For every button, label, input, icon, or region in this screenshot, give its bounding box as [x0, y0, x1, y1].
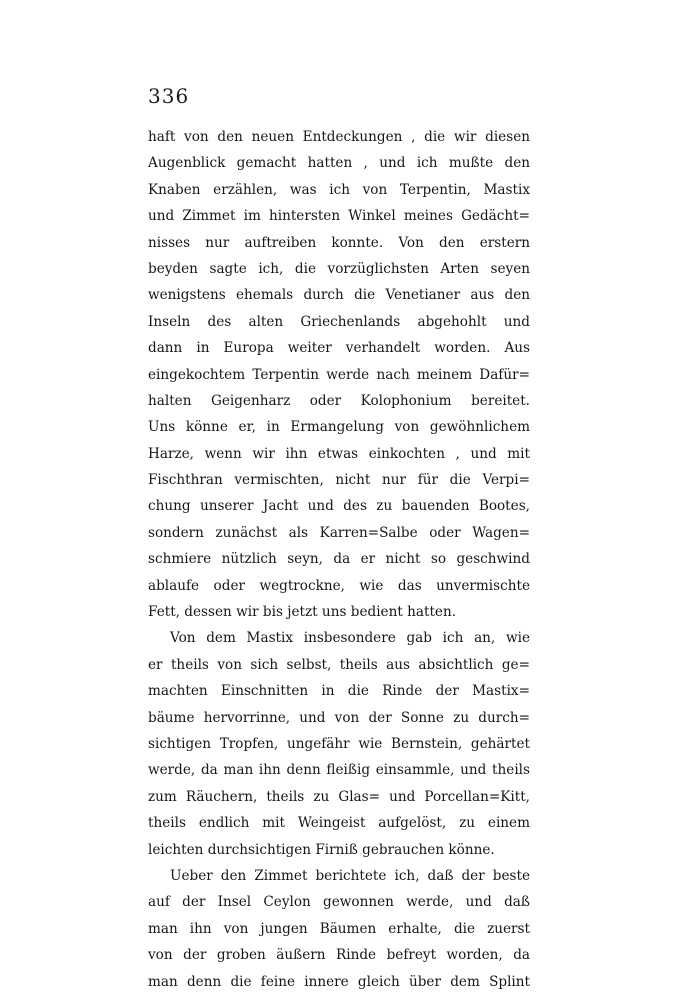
paragraph	[148, 863, 530, 995]
text-line: auf der Insel Ceylon gewonnen werde, und daß	[148, 894, 530, 911]
text-line: haft von den neuen Entdeckungen , die wir diesen	[148, 129, 530, 145]
text-line: man ihn von jungen Bäumen erhalte, die zuerst	[148, 920, 530, 937]
text-line: beyden sagte ich, die vorzüglichsten Arten seyen	[148, 260, 530, 277]
text-line: dann in Europa weiter verhandelt worden. Aus	[148, 340, 530, 357]
text-line: Inseln des alten Griechenlands abgehohlt und	[148, 313, 530, 330]
body-text	[148, 124, 530, 995]
text-line: er theils von sich selbst, theils aus absichtlich ge=	[148, 656, 530, 673]
text-line: nisses nur auftreiben konnte. Von den erstern	[148, 234, 530, 251]
text-line: Ueber den Zimmet berichtete ich, daß der beste	[170, 867, 530, 884]
text-line: Von dem Mastix insbesondere gab ich an, wie	[170, 630, 530, 647]
page-number: 336	[148, 84, 190, 108]
paragraph	[148, 625, 530, 863]
text-line: zum Räuchern, theils zu Glas= und Porcellan=Kitt,	[148, 788, 530, 805]
text-line: wenigstens ehemals durch die Venetianer aus den	[148, 287, 530, 304]
text-line: Fischthran vermischten, nicht nur für die Verpi=	[148, 472, 530, 489]
text-line: leichten durchsichtigen Firniß gebrauchen könne.	[148, 841, 495, 858]
paragraph	[148, 124, 530, 625]
text-line: sondern zunächst als Karren=Salbe oder Wagen=	[148, 524, 530, 541]
text-line: machten Einschnitten in die Rinde der Mastix=	[148, 683, 530, 700]
text-line: ablaufe oder wegtrockne, wie das unvermischte	[148, 577, 530, 594]
text-line: bäume hervorrinne, und von der Sonne zu durch=	[148, 709, 530, 726]
text-line: Fett, dessen wir bis jetzt uns bedient hatten.	[148, 604, 457, 621]
text-line: man denn die feine innere gleich über dem Splint	[148, 973, 530, 990]
text-line: sichtigen Tropfen, ungefähr wie Bernstein, gehärtet	[148, 735, 530, 752]
text-line: schmiere nützlich seyn, da er nicht so geschwind	[148, 551, 530, 568]
text-line: Knaben erzählen, was ich von Terpentin, Mastix	[148, 181, 530, 198]
text-line: eingekochtem Terpentin werde nach meinem Dafür=	[148, 366, 530, 383]
text-line: Uns könne er, in Ermangelung von gewöhnlichem	[148, 419, 530, 436]
text-line: theils endlich mit Weingeist aufgelöst, zu einem	[148, 815, 530, 832]
text-line: werde, da man ihn denn fleißig einsammle, und theils	[148, 762, 530, 779]
text-line: und Zimmet im hintersten Winkel meines Gedächt=	[148, 208, 530, 225]
text-line: Augenblick gemacht hatten , und ich mußte den	[148, 155, 530, 172]
text-line: von der groben äußern Rinde befreyt worden, da	[148, 947, 530, 964]
text-line: Harze, wenn wir ihn etwas einkochten , und mit	[148, 445, 530, 462]
text-line: halten Geigenharz oder Kolophonium bereitet.	[148, 392, 530, 409]
text-line: chung unserer Jacht und des zu bauenden Bootes,	[148, 498, 530, 515]
